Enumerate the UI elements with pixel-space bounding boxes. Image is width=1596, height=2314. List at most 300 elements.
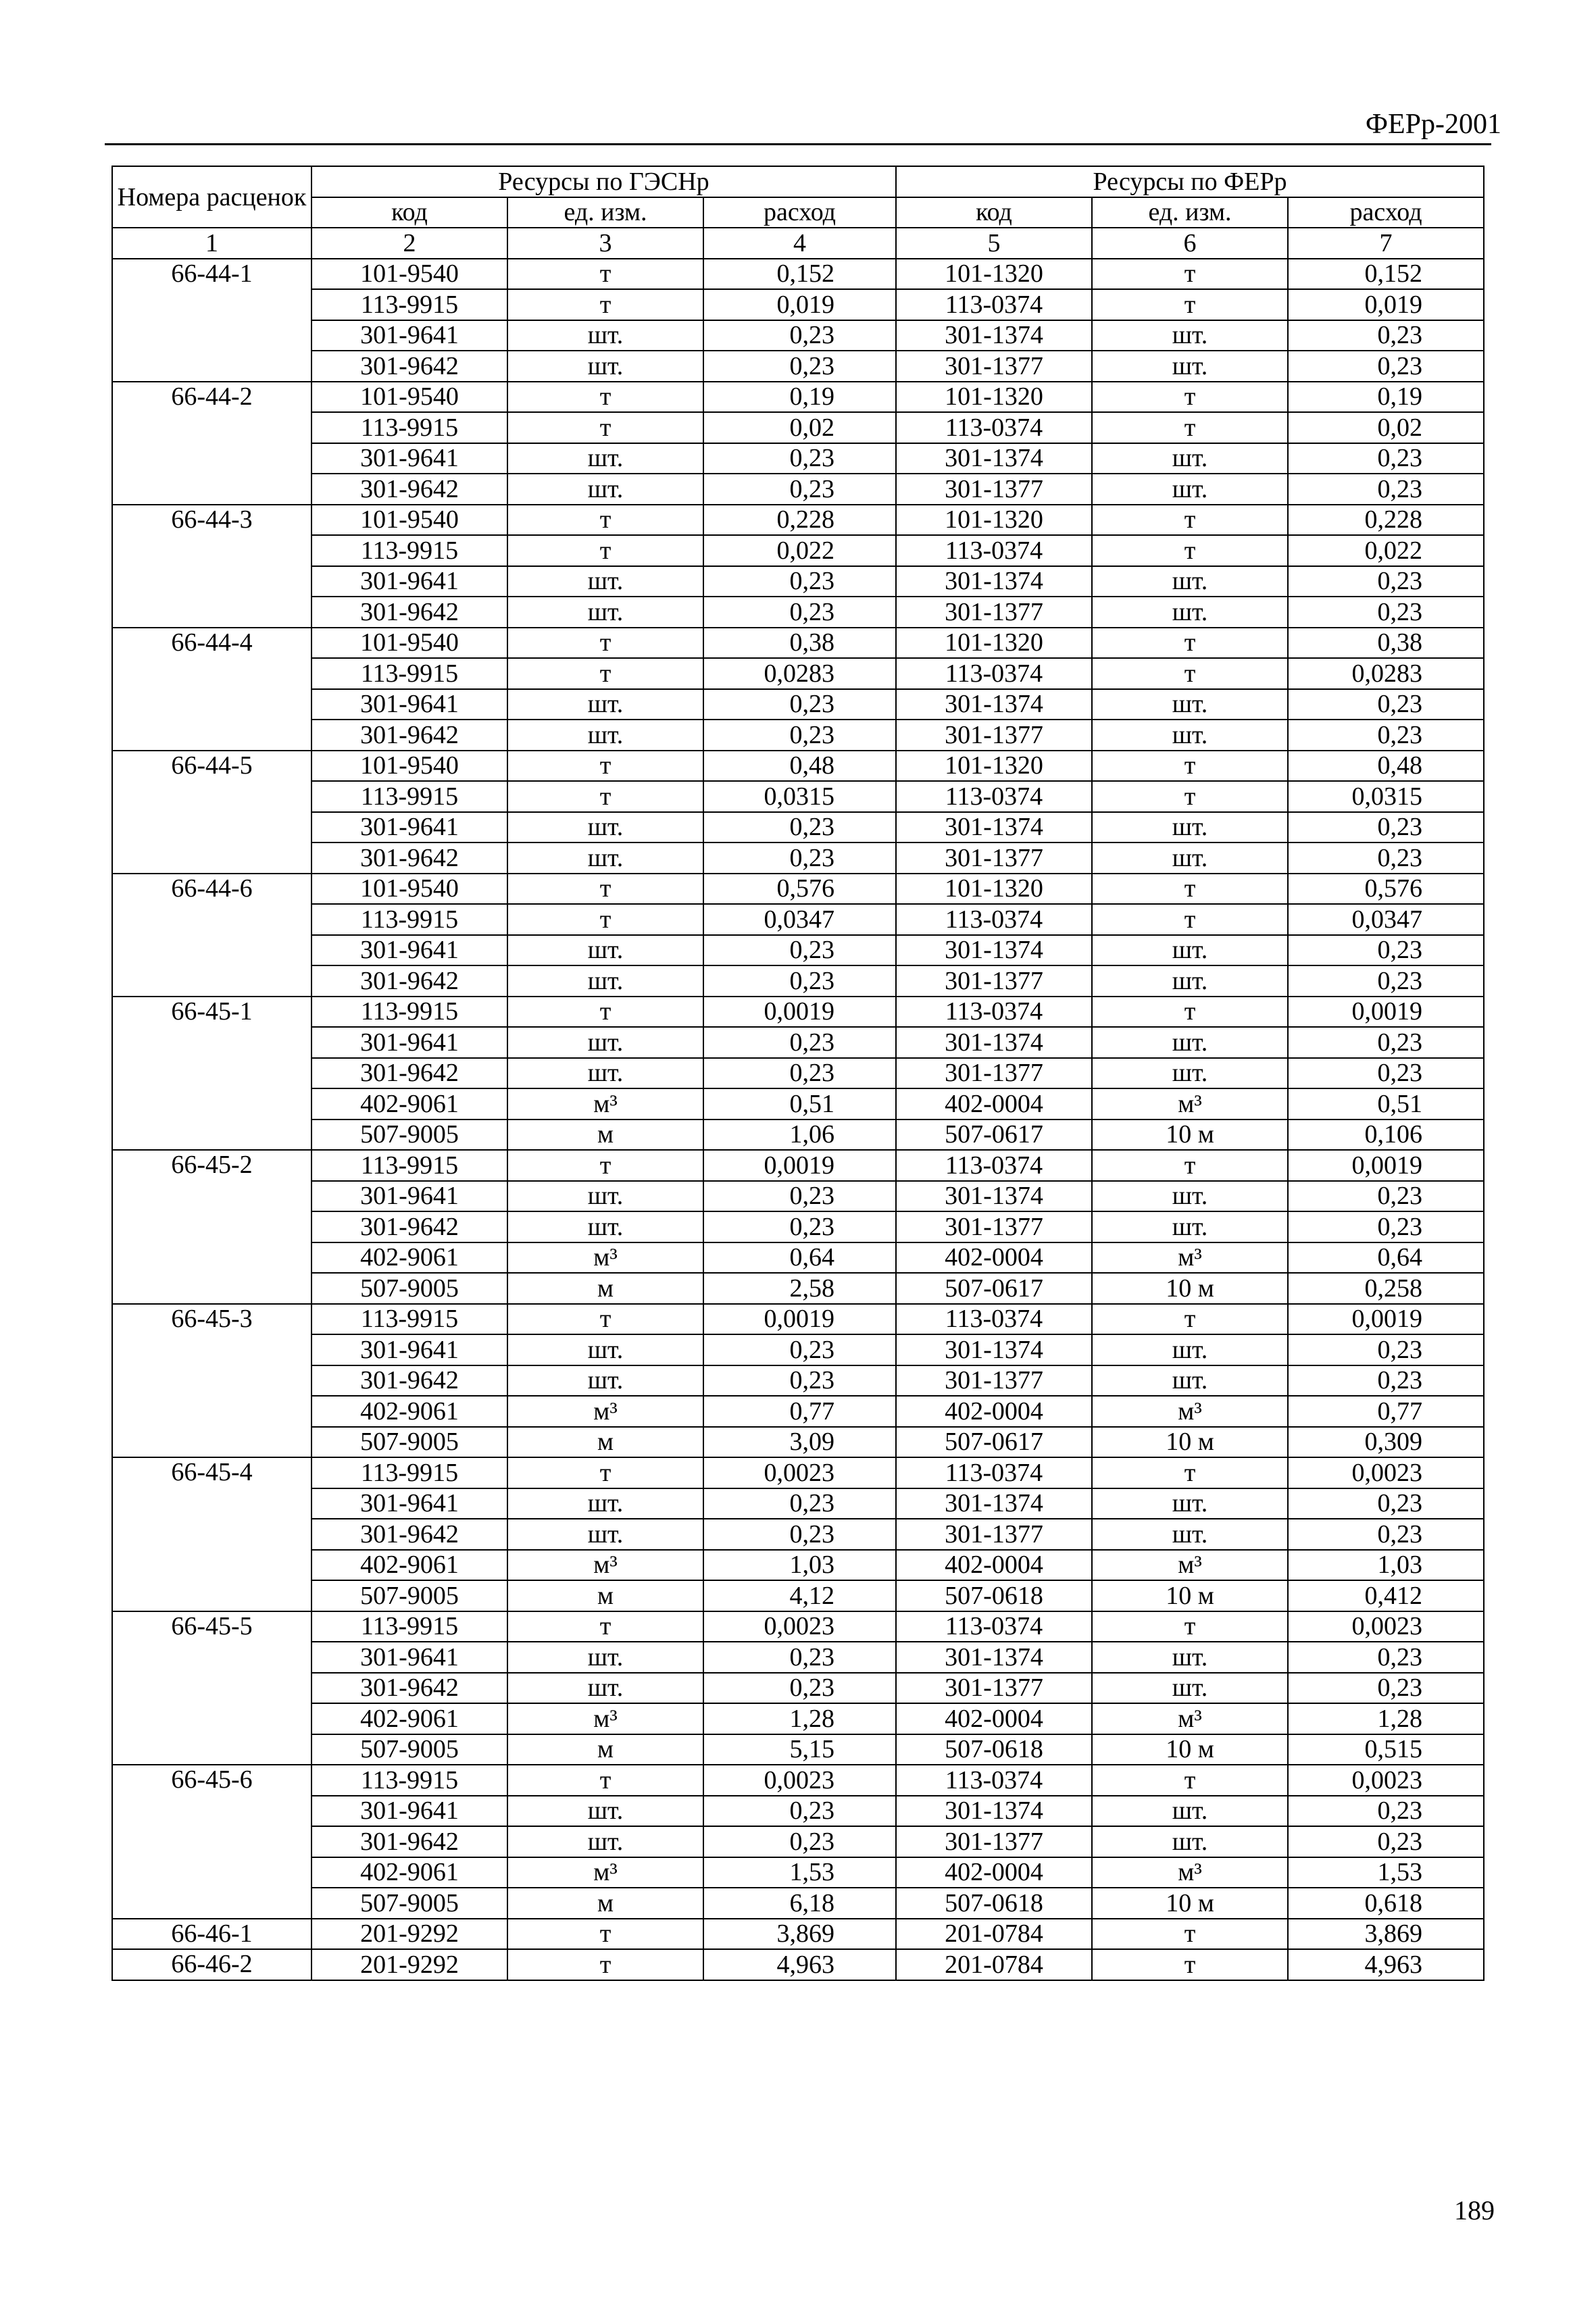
fer-consumption-cell: 0,02	[1288, 412, 1484, 443]
rate-number-cell: 66-45-2	[112, 1150, 311, 1304]
fer-consumption-cell: 0,412	[1288, 1580, 1484, 1611]
table-row	[112, 1888, 1484, 1919]
rate-number-cell: 66-45-6	[112, 1765, 311, 1919]
gesn-consumption-cell: 0,48	[703, 751, 896, 782]
table-row	[112, 1150, 1484, 1181]
gesn-unit-cell: шт.	[507, 812, 703, 843]
fer-consumption-cell: 0,0019	[1288, 997, 1484, 1028]
fer-unit-cell: шт.	[1092, 1796, 1288, 1827]
table-row	[112, 1334, 1484, 1365]
gesn-code-cell: 301-9641	[311, 935, 507, 966]
fer-unit-cell: шт.	[1092, 1181, 1288, 1212]
subheader-gesn-consumption: расход	[703, 197, 896, 228]
gesn-unit-cell: м	[507, 1427, 703, 1458]
fer-consumption-cell: 0,23	[1288, 320, 1484, 351]
fer-consumption-cell: 1,03	[1288, 1550, 1484, 1581]
table-row	[112, 904, 1484, 935]
fer-unit-cell: шт.	[1092, 351, 1288, 382]
table-row	[112, 1673, 1484, 1704]
table-row	[112, 1365, 1484, 1397]
table-row	[112, 1519, 1484, 1550]
gesn-code-cell: 301-9641	[311, 320, 507, 351]
fer-code-cell: 113-0374	[896, 1457, 1092, 1488]
fer-consumption-cell: 0,0023	[1288, 1611, 1484, 1642]
fer-consumption-cell: 0,64	[1288, 1242, 1484, 1274]
gesn-unit-cell: т	[507, 751, 703, 782]
gesn-consumption-cell: 0,23	[703, 1181, 896, 1212]
fer-consumption-cell: 0,77	[1288, 1396, 1484, 1427]
gesn-consumption-cell: 0,23	[703, 812, 896, 843]
fer-code-cell: 301-1374	[896, 1488, 1092, 1519]
gesn-code-cell: 301-9641	[311, 1027, 507, 1058]
gesn-consumption-cell: 4,963	[703, 1949, 896, 1980]
gesn-consumption-cell: 0,0019	[703, 1304, 896, 1335]
gesn-consumption-cell: 0,02	[703, 412, 896, 443]
gesn-consumption-cell: 3,09	[703, 1427, 896, 1458]
header-gesn-resources: Ресурсы по ГЭСНр	[311, 166, 896, 197]
page-number: 189	[1454, 2195, 1495, 2225]
gesn-consumption-cell: 1,03	[703, 1550, 896, 1581]
gesn-code-cell: 113-9915	[311, 997, 507, 1028]
gesn-consumption-cell: 0,576	[703, 874, 896, 905]
gesn-unit-cell: т	[507, 1611, 703, 1642]
gesn-consumption-cell: 1,06	[703, 1120, 896, 1151]
fer-unit-cell: м³	[1092, 1242, 1288, 1274]
table-row	[112, 1273, 1484, 1304]
gesn-consumption-cell: 0,23	[703, 1027, 896, 1058]
fer-unit-cell: шт.	[1092, 1519, 1288, 1550]
subheader-fer-consumption: расход	[1288, 197, 1484, 228]
fer-consumption-cell: 0,228	[1288, 505, 1484, 536]
gesn-unit-cell: м³	[507, 1088, 703, 1120]
subheader-fer-code: код	[896, 197, 1092, 228]
gesn-unit-cell: шт.	[507, 935, 703, 966]
gesn-consumption-cell: 0,152	[703, 259, 896, 290]
fer-consumption-cell: 0,23	[1288, 1488, 1484, 1519]
column-number: 5	[896, 228, 1092, 259]
fer-consumption-cell: 0,23	[1288, 1519, 1484, 1550]
fer-consumption-cell: 0,0315	[1288, 781, 1484, 812]
fer-code-cell: 507-0617	[896, 1427, 1092, 1458]
gesn-code-cell: 402-9061	[311, 1242, 507, 1274]
gesn-consumption-cell: 0,23	[703, 351, 896, 382]
fer-consumption-cell: 0,23	[1288, 1642, 1484, 1673]
header-rate-numbers: Номера расценок	[112, 166, 311, 228]
fer-unit-cell: т	[1092, 1150, 1288, 1181]
fer-unit-cell: т	[1092, 751, 1288, 782]
fer-unit-cell: м³	[1092, 1550, 1288, 1581]
gesn-unit-cell: шт.	[507, 1027, 703, 1058]
gesn-consumption-cell: 0,23	[703, 1673, 896, 1704]
fer-code-cell: 301-1377	[896, 1365, 1092, 1397]
fer-consumption-cell: 0,23	[1288, 351, 1484, 382]
gesn-unit-cell: т	[507, 1919, 703, 1950]
gesn-consumption-cell: 5,15	[703, 1734, 896, 1765]
table-row	[112, 1949, 1484, 1980]
table-row	[112, 965, 1484, 997]
table-row	[112, 1642, 1484, 1673]
fer-unit-cell: т	[1092, 1457, 1288, 1488]
document-header-title: ФЕРр-2001	[1365, 109, 1501, 140]
table-row	[112, 1611, 1484, 1642]
fer-unit-cell: шт.	[1092, 1365, 1288, 1397]
fer-unit-cell: т	[1092, 1765, 1288, 1796]
gesn-code-cell: 301-9641	[311, 1181, 507, 1212]
fer-code-cell: 301-1374	[896, 812, 1092, 843]
gesn-consumption-cell: 0,77	[703, 1396, 896, 1427]
gesn-unit-cell: шт.	[507, 689, 703, 720]
gesn-unit-cell: шт.	[507, 597, 703, 628]
fer-unit-cell: т	[1092, 505, 1288, 536]
gesn-consumption-cell: 0,19	[703, 382, 896, 413]
fer-code-cell: 402-0004	[896, 1857, 1092, 1888]
fer-unit-cell: шт.	[1092, 720, 1288, 751]
fer-unit-cell: шт.	[1092, 935, 1288, 966]
gesn-code-cell: 301-9642	[311, 1211, 507, 1242]
fer-code-cell: 402-0004	[896, 1088, 1092, 1120]
table-row	[112, 1396, 1484, 1427]
gesn-unit-cell: шт.	[507, 1519, 703, 1550]
gesn-code-cell: 402-9061	[311, 1396, 507, 1427]
fer-unit-cell: шт.	[1092, 965, 1288, 997]
fer-unit-cell: т	[1092, 658, 1288, 689]
gesn-consumption-cell: 0,0315	[703, 781, 896, 812]
fer-unit-cell: 10 м	[1092, 1120, 1288, 1151]
fer-consumption-cell: 0,019	[1288, 289, 1484, 320]
table-row	[112, 874, 1484, 905]
fer-unit-cell: т	[1092, 1919, 1288, 1950]
table-row	[112, 1703, 1484, 1734]
table-row	[112, 1058, 1484, 1089]
fer-unit-cell: шт.	[1092, 1826, 1288, 1857]
fer-consumption-cell: 0,309	[1288, 1427, 1484, 1458]
gesn-consumption-cell: 0,23	[703, 1211, 896, 1242]
table-row	[112, 997, 1484, 1028]
gesn-unit-cell: шт.	[507, 474, 703, 505]
gesn-code-cell: 113-9915	[311, 1457, 507, 1488]
fer-consumption-cell: 0,23	[1288, 689, 1484, 720]
fer-code-cell: 402-0004	[896, 1703, 1092, 1734]
gesn-code-cell: 113-9915	[311, 289, 507, 320]
table-row	[112, 1919, 1484, 1950]
fer-consumption-cell: 0,106	[1288, 1120, 1484, 1151]
gesn-code-cell: 101-9540	[311, 505, 507, 536]
gesn-code-cell: 113-9915	[311, 904, 507, 935]
gesn-unit-cell: т	[507, 1150, 703, 1181]
gesn-consumption-cell: 0,23	[703, 1058, 896, 1089]
fer-code-cell: 301-1374	[896, 689, 1092, 720]
gesn-unit-cell: м	[507, 1888, 703, 1919]
gesn-consumption-cell: 0,23	[703, 597, 896, 628]
table-row	[112, 781, 1484, 812]
table-row	[112, 812, 1484, 843]
gesn-code-cell: 301-9641	[311, 689, 507, 720]
fer-consumption-cell: 0,0019	[1288, 1150, 1484, 1181]
fer-unit-cell: 10 м	[1092, 1427, 1288, 1458]
gesn-unit-cell: м³	[507, 1703, 703, 1734]
table-row	[112, 412, 1484, 443]
gesn-code-cell: 301-9642	[311, 1365, 507, 1397]
rate-number-cell: 66-44-4	[112, 628, 311, 751]
table-row	[112, 1488, 1484, 1519]
gesn-unit-cell: т	[507, 1949, 703, 1980]
gesn-code-cell: 301-9642	[311, 1058, 507, 1089]
fer-consumption-cell: 0,618	[1288, 1888, 1484, 1919]
column-number: 2	[311, 228, 507, 259]
gesn-unit-cell: шт.	[507, 1365, 703, 1397]
fer-unit-cell: т	[1092, 874, 1288, 905]
gesn-unit-cell: т	[507, 259, 703, 290]
gesn-consumption-cell: 0,23	[703, 443, 896, 474]
fer-unit-cell: м³	[1092, 1088, 1288, 1120]
gesn-code-cell: 101-9540	[311, 382, 507, 413]
fer-code-cell: 402-0004	[896, 1396, 1092, 1427]
table-row	[112, 1120, 1484, 1151]
table-row	[112, 505, 1484, 536]
gesn-unit-cell: шт.	[507, 1211, 703, 1242]
table-row	[112, 1211, 1484, 1242]
gesn-code-cell: 201-9292	[311, 1919, 507, 1950]
fer-unit-cell: 10 м	[1092, 1273, 1288, 1304]
fer-consumption-cell: 0,38	[1288, 628, 1484, 659]
fer-code-cell: 101-1320	[896, 628, 1092, 659]
gesn-consumption-cell: 0,0283	[703, 658, 896, 689]
gesn-consumption-cell: 0,0019	[703, 1150, 896, 1181]
fer-consumption-cell: 0,0019	[1288, 1304, 1484, 1335]
fer-code-cell: 113-0374	[896, 412, 1092, 443]
gesn-code-cell: 113-9915	[311, 412, 507, 443]
fer-consumption-cell: 0,0023	[1288, 1457, 1484, 1488]
gesn-code-cell: 301-9642	[311, 965, 507, 997]
table-row	[112, 443, 1484, 474]
gesn-consumption-cell: 0,23	[703, 935, 896, 966]
fer-code-cell: 301-1377	[896, 1673, 1092, 1704]
fer-unit-cell: шт.	[1092, 812, 1288, 843]
fer-consumption-cell: 0,23	[1288, 1365, 1484, 1397]
table-row	[112, 1181, 1484, 1212]
table-row	[112, 1734, 1484, 1765]
fer-consumption-cell: 0,152	[1288, 259, 1484, 290]
fer-unit-cell: т	[1092, 1611, 1288, 1642]
gesn-unit-cell: шт.	[507, 443, 703, 474]
gesn-code-cell: 113-9915	[311, 1304, 507, 1335]
gesn-unit-cell: т	[507, 781, 703, 812]
gesn-consumption-cell: 0,0023	[703, 1765, 896, 1796]
gesn-unit-cell: т	[507, 382, 703, 413]
gesn-consumption-cell: 0,23	[703, 1826, 896, 1857]
fer-unit-cell: шт.	[1092, 566, 1288, 597]
fer-code-cell: 507-0618	[896, 1580, 1092, 1611]
fer-unit-cell: шт.	[1092, 689, 1288, 720]
table-row	[112, 1826, 1484, 1857]
gesn-consumption-cell: 0,23	[703, 689, 896, 720]
table-row	[112, 320, 1484, 351]
gesn-code-cell: 507-9005	[311, 1888, 507, 1919]
gesn-consumption-cell: 1,53	[703, 1857, 896, 1888]
rate-number-cell: 66-44-2	[112, 382, 311, 505]
fer-code-cell: 301-1374	[896, 443, 1092, 474]
fer-consumption-cell: 0,23	[1288, 443, 1484, 474]
fer-code-cell: 301-1374	[896, 1642, 1092, 1673]
header-fer-resources: Ресурсы по ФЕРр	[896, 166, 1484, 197]
fer-unit-cell: м³	[1092, 1703, 1288, 1734]
gesn-consumption-cell: 0,51	[703, 1088, 896, 1120]
fer-unit-cell: т	[1092, 289, 1288, 320]
gesn-unit-cell: шт.	[507, 1673, 703, 1704]
gesn-code-cell: 301-9641	[311, 812, 507, 843]
fer-consumption-cell: 0,19	[1288, 382, 1484, 413]
fer-unit-cell: шт.	[1092, 597, 1288, 628]
gesn-unit-cell: т	[507, 904, 703, 935]
fer-unit-cell: т	[1092, 412, 1288, 443]
fer-unit-cell: шт.	[1092, 443, 1288, 474]
table-row	[112, 935, 1484, 966]
fer-unit-cell: шт.	[1092, 1334, 1288, 1365]
gesn-consumption-cell: 0,23	[703, 1519, 896, 1550]
gesn-consumption-cell: 2,58	[703, 1273, 896, 1304]
fer-code-cell: 113-0374	[896, 1611, 1092, 1642]
gesn-unit-cell: м³	[507, 1857, 703, 1888]
fer-unit-cell: шт.	[1092, 320, 1288, 351]
gesn-unit-cell: т	[507, 412, 703, 443]
gesn-code-cell: 101-9540	[311, 628, 507, 659]
gesn-code-cell: 301-9642	[311, 842, 507, 874]
table-row	[112, 597, 1484, 628]
gesn-code-cell: 101-9540	[311, 751, 507, 782]
rate-number-cell: 66-44-6	[112, 874, 311, 997]
fer-consumption-cell: 1,53	[1288, 1857, 1484, 1888]
fer-code-cell: 301-1377	[896, 965, 1092, 997]
fer-unit-cell: шт.	[1092, 1488, 1288, 1519]
gesn-code-cell: 113-9915	[311, 658, 507, 689]
gesn-consumption-cell: 0,0347	[703, 904, 896, 935]
fer-code-cell: 301-1377	[896, 1826, 1092, 1857]
rate-number-cell: 66-46-1	[112, 1919, 311, 1950]
fer-consumption-cell: 0,23	[1288, 566, 1484, 597]
table-row	[112, 1796, 1484, 1827]
fer-consumption-cell: 0,258	[1288, 1273, 1484, 1304]
fer-unit-cell: шт.	[1092, 1058, 1288, 1089]
gesn-code-cell: 301-9641	[311, 1334, 507, 1365]
column-number: 4	[703, 228, 896, 259]
gesn-unit-cell: т	[507, 535, 703, 566]
table-row	[112, 628, 1484, 659]
gesn-code-cell: 301-9642	[311, 474, 507, 505]
fer-code-cell: 201-0784	[896, 1919, 1092, 1950]
rate-number-cell: 66-44-5	[112, 751, 311, 874]
fer-code-cell: 301-1377	[896, 351, 1092, 382]
gesn-unit-cell: шт.	[507, 1058, 703, 1089]
fer-code-cell: 402-0004	[896, 1550, 1092, 1581]
fer-consumption-cell: 0,23	[1288, 1211, 1484, 1242]
fer-unit-cell: т	[1092, 259, 1288, 290]
gesn-unit-cell: т	[507, 874, 703, 905]
fer-consumption-cell: 4,963	[1288, 1949, 1484, 1980]
table-row	[112, 751, 1484, 782]
gesn-code-cell: 113-9915	[311, 1150, 507, 1181]
gesn-unit-cell: шт.	[507, 1796, 703, 1827]
gesn-code-cell: 507-9005	[311, 1120, 507, 1151]
fer-unit-cell: т	[1092, 382, 1288, 413]
gesn-consumption-cell: 1,28	[703, 1703, 896, 1734]
fer-code-cell: 113-0374	[896, 1304, 1092, 1335]
gesn-code-cell: 101-9540	[311, 874, 507, 905]
fer-code-cell: 113-0374	[896, 997, 1092, 1028]
fer-consumption-cell: 1,28	[1288, 1703, 1484, 1734]
gesn-unit-cell: т	[507, 289, 703, 320]
gesn-unit-cell: шт.	[507, 351, 703, 382]
fer-consumption-cell: 0,23	[1288, 474, 1484, 505]
table-row	[112, 382, 1484, 413]
gesn-unit-cell: т	[507, 505, 703, 536]
gesn-unit-cell: шт.	[507, 720, 703, 751]
rate-number-cell: 66-45-3	[112, 1304, 311, 1458]
fer-unit-cell: 10 м	[1092, 1734, 1288, 1765]
gesn-code-cell: 301-9642	[311, 1673, 507, 1704]
fer-code-cell: 101-1320	[896, 505, 1092, 536]
gesn-unit-cell: шт.	[507, 1334, 703, 1365]
fer-code-cell: 113-0374	[896, 1150, 1092, 1181]
gesn-code-cell: 507-9005	[311, 1734, 507, 1765]
rate-number-cell: 66-45-1	[112, 997, 311, 1151]
fer-unit-cell: т	[1092, 997, 1288, 1028]
fer-consumption-cell: 0,0347	[1288, 904, 1484, 935]
fer-consumption-cell: 3,869	[1288, 1919, 1484, 1950]
table-row	[112, 351, 1484, 382]
fer-unit-cell: шт.	[1092, 842, 1288, 874]
rate-number-cell: 66-44-3	[112, 505, 311, 628]
fer-code-cell: 301-1374	[896, 320, 1092, 351]
gesn-consumption-cell: 0,23	[703, 720, 896, 751]
table-row	[112, 842, 1484, 874]
fer-consumption-cell: 0,48	[1288, 751, 1484, 782]
table-row	[112, 720, 1484, 751]
fer-consumption-cell: 0,23	[1288, 812, 1484, 843]
gesn-code-cell: 301-9641	[311, 566, 507, 597]
fer-code-cell: 113-0374	[896, 658, 1092, 689]
gesn-unit-cell: т	[507, 1304, 703, 1335]
table-row	[112, 1242, 1484, 1274]
gesn-consumption-cell: 0,23	[703, 965, 896, 997]
fer-unit-cell: м³	[1092, 1396, 1288, 1427]
subheader-fer-unit: ед. изм.	[1092, 197, 1288, 228]
gesn-unit-cell: т	[507, 1457, 703, 1488]
table-row	[112, 1088, 1484, 1120]
gesn-code-cell: 402-9061	[311, 1703, 507, 1734]
fer-code-cell: 113-0374	[896, 1765, 1092, 1796]
fer-code-cell: 301-1374	[896, 935, 1092, 966]
gesn-unit-cell: шт.	[507, 320, 703, 351]
gesn-code-cell: 402-9061	[311, 1550, 507, 1581]
fer-code-cell: 113-0374	[896, 781, 1092, 812]
fer-unit-cell: м³	[1092, 1857, 1288, 1888]
gesn-consumption-cell: 0,23	[703, 1796, 896, 1827]
gesn-code-cell: 301-9641	[311, 1642, 507, 1673]
fer-code-cell: 301-1377	[896, 720, 1092, 751]
fer-code-cell: 101-1320	[896, 382, 1092, 413]
table-body	[112, 259, 1484, 1980]
fer-code-cell: 507-0618	[896, 1888, 1092, 1919]
gesn-consumption-cell: 0,23	[703, 842, 896, 874]
fer-consumption-cell: 0,23	[1288, 965, 1484, 997]
fer-consumption-cell: 0,23	[1288, 1796, 1484, 1827]
gesn-code-cell: 402-9061	[311, 1088, 507, 1120]
fer-code-cell: 113-0374	[896, 904, 1092, 935]
table-row	[112, 289, 1484, 320]
fer-unit-cell: т	[1092, 535, 1288, 566]
table-row	[112, 1304, 1484, 1335]
table-row	[112, 1027, 1484, 1058]
